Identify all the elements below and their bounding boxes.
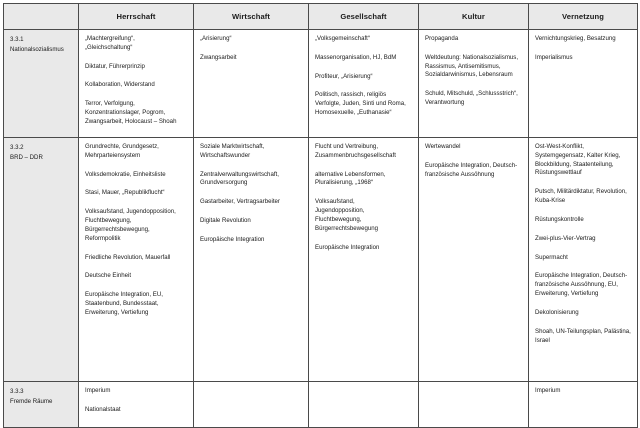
topic-cell [4,30,79,138]
cell-block: Volksaufstand, Jugendopposition, Fluchtbewegung, Bürgerrechtsbewegung, Reformpolitik [85,208,176,242]
cell-block: Zwei-plus-Vier-Vertrag [535,234,596,242]
cell-wirtschaft [194,382,309,428]
cell-gesellschaft [309,138,419,382]
cell-block: Schuld, Mitschuld, „Schlussstrich“, Verantwortung [425,90,518,107]
cell-wirtschaft [194,30,309,138]
cell-block: Shoah, UN-Teilungsplan, Palästina, Israel [535,327,631,344]
header-cell-herrschaft: Herrschaft [79,4,194,30]
topic-number: 3.3.2 [10,144,24,151]
cell-block: „Machtergreifung“, „Gleichschaltung“ [85,35,135,51]
cell-block: Terror, Verfolgung, Konzentrationslager, Pogrom, Zwangsarbeit, Holocaust – Shoah [85,100,177,125]
cell-block: Soziale Marktwirtschaft, Wirtschaftswunder [200,143,265,159]
cell-block: Ost-West-Konflikt, Systemgegensatz, Kalter Krieg, Blockbildung, Staatenteilung, Rüstungswettlauf [535,143,621,177]
cell-gesellschaft [309,30,419,138]
table-header [4,4,638,30]
table-row [4,30,638,138]
cell-vernetzung [529,382,638,428]
cell-block: Europäische Integration [315,243,380,251]
cell-block: „Arisierung“ [200,35,232,42]
header-cell-wirtschaft: Wirtschaft [194,4,309,30]
cell-block: Gastarbeiter, Vertragsarbeiter [200,198,280,206]
cell-block: „Volksgemeinschaft“ [315,35,370,42]
cell-block: Imperialismus [535,53,573,61]
cell-block: Vernichtungskrieg, Besatzung [535,35,616,42]
cell-kultur [419,382,529,428]
cell-block: Deutsche Einheit [85,272,132,280]
cell-block: Kollaboration, Widerstand [85,81,155,89]
cell-herrschaft [79,382,194,428]
competency-matrix-table [3,3,638,428]
cell-block: Europäische Integration [200,235,265,243]
table-row [4,138,638,382]
cell-herrschaft [79,138,194,382]
cell-block: Supermacht [535,253,568,261]
cell-block: Putsch, Militärdiktatur, Revolution, Kuba-Krise [535,188,627,205]
cell-block: Profiteur, „Arisierung“ [315,72,373,80]
cell-block: Weltdeutung: Nationalsozialismus, Rassismus, Antisemitismus, Sozialdarwinismus, Lebensraum [425,53,519,79]
cell-herrschaft [79,30,194,138]
cell-block: Propaganda [425,35,459,42]
cell-block: Massenorganisation, HJ, BdM [315,53,397,61]
cell-vernetzung [529,30,638,138]
cell-gesellschaft [309,382,419,428]
cell-vernetzung [529,138,638,382]
cell-block: Digitale Revolution [200,217,251,225]
cell-block: Volksaufstand, Jugendopposition, Fluchtbewegung, Bürgerrechtsbewegung [315,198,379,232]
topic-title: Nationalsozialismus [10,46,64,54]
header-cell-gesellschaft: Gesellschaft [309,4,419,30]
cell-block: Friedliche Revolution, Mauerfall [85,253,171,261]
header-cell-kultur: Kultur [419,4,529,30]
cell-block: Volksdemokratie, Einheitsliste [85,170,166,178]
cell-block: Nationalstaat [85,405,121,413]
cell-kultur [419,138,529,382]
cell-block: Zentralverwaltungswirtschaft, Grundversorgung [200,170,279,187]
cell-block: Imperium [535,387,561,394]
cell-block: Politisch, rassisch, religiös Verfolgte, Juden, Sinti und Roma, Homosexuelle, „Euthanasie“ [315,91,406,117]
cell-block: Europäische Integration, EU, Staatenbund, Bundesstaat, Erweiterung, Vertiefung [85,291,163,316]
cell-block: Europäische Integration, Deutsch- französische Aussöhnung [425,161,518,178]
cell-block: Zwangsarbeit [200,53,237,61]
topic-number: 3.3.3 [10,388,24,395]
cell-block: Europäische Integration, Deutsch- französische Aussöhnung, EU, Erweiterung, Vertiefung [535,272,628,298]
topic-title: BRD – DDR [10,154,43,162]
cell-block: Wertewandel [425,143,461,150]
topic-cell [4,382,79,428]
cell-kultur [419,30,529,138]
cell-block: Dekolonisierung [535,308,579,316]
table-body [4,30,638,428]
topic-cell [4,138,79,382]
cell-block: Diktatur, Führerprinzip [85,62,145,70]
cell-block: Stasi, Mauer, „Republikflucht“ [85,189,165,197]
cell-wirtschaft [194,138,309,382]
cell-block: Imperium [85,387,111,394]
topic-title: Fremde Räume [10,398,53,406]
cell-block: Grundrechte, Grundgesetz, Mehrparteiensystem [85,143,159,159]
table-row [4,382,638,428]
cell-block: Flucht und Vertreibung, Zusammenbruchsgesellschaft [315,143,396,159]
header-cell-vernetzung: Vernetzung [529,4,638,30]
topic-number: 3.3.1 [10,36,24,43]
header-row [4,4,638,30]
header-cell-corner [4,4,79,30]
cell-block: Rüstungskontrolle [535,215,584,223]
cell-block: alternative Lebensformen, Pluralisierung, „1968“ [315,170,386,187]
